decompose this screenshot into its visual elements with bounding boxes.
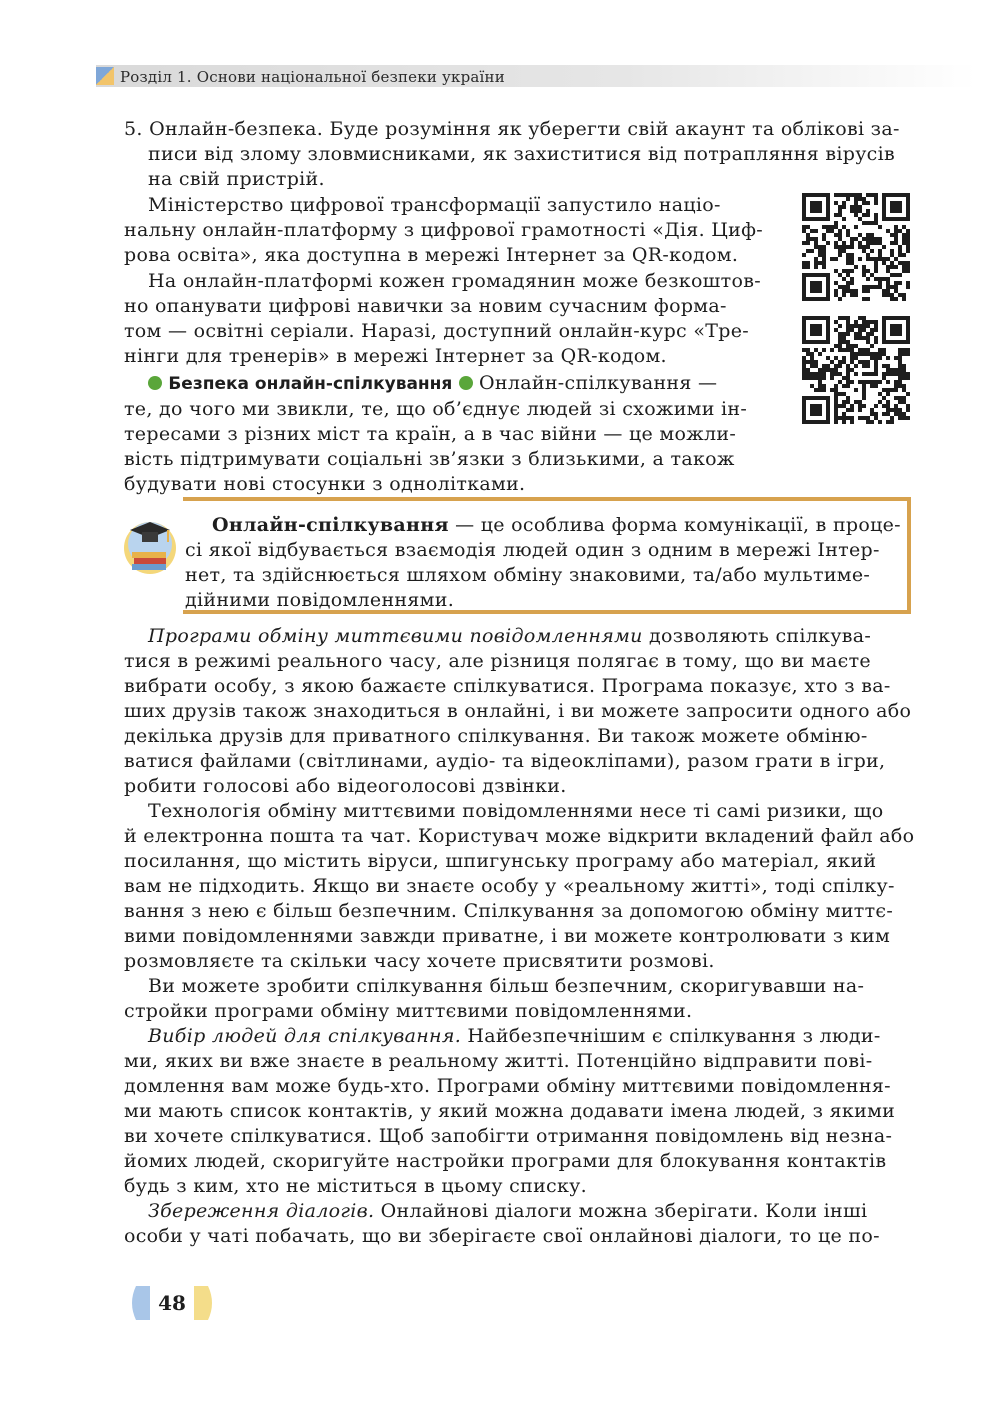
item5-line: 5. Онлайн-безпека. Буде розуміння як уберегти свій акаунт та облікові за-: [124, 118, 900, 140]
technology-line: Технологія обміну миттєвими повідомленнями несе ті самі ризики, що: [148, 800, 884, 822]
header-corner-mark: [96, 67, 114, 85]
choice-line: йомих людей, скоригуйте настройки програми для блокування контактів: [124, 1150, 887, 1172]
platform-line: нінги для тренерів» в мережі Інтернет за QR-кодом.: [124, 345, 667, 367]
definition-term: Онлайн-спілкування: [212, 514, 449, 536]
choice-line: ми мають список контактів, у який можна додавати імена людей, з якими: [124, 1100, 896, 1122]
ministry-line: нальну онлайн-платформу з цифрової грамотності «Дія. Циф-: [124, 219, 763, 241]
technology-line: вання з нею є більш безпечним. Спілкування за допомогою обміну миттє-: [124, 900, 894, 922]
programs-first-line-rest: дозволяють спілкува-: [642, 625, 872, 647]
section-first-line-rest: Онлайн-спілкування —: [479, 372, 718, 394]
programs-line: декілька друзів для приватного спілкування. Ви також можете обміню-: [124, 725, 868, 747]
definition-line: нет, та здійснюється шляхом обміну знаковими, та/або мультиме-: [185, 564, 871, 586]
choice-first-line-rest: Найбезпечнішим є спілкування з люди-: [461, 1025, 881, 1047]
saving-line: [148, 1198, 867, 1224]
item5-line: писи від злому зловмисниками, як захиститися від потрапляння вірусів: [148, 143, 896, 165]
technology-line: посилання, що містить віруси, шпигунську програму або матеріал, який: [124, 850, 877, 872]
definition-first-line-rest: — це особлива форма комунікації, в проце-: [448, 514, 901, 536]
item5-line: на свій пристрій.: [148, 168, 325, 190]
technology-line: вими повідомленнями завжди приватне, і ви можете контролювати з ким: [124, 925, 891, 947]
running-header: [96, 65, 976, 87]
programs-line: [148, 623, 871, 649]
section-heading-line: [148, 370, 717, 397]
page-number: 48: [158, 1291, 186, 1315]
safer-line: стройки програми обміну миттєвими повідомленнями.: [124, 1000, 693, 1022]
programs-line: вибрати особу, з якою бажаєте спілкуватися. Програма показує, хто з ва-: [124, 675, 891, 697]
technology-line: вам не підходить. Якщо ви знаєте особу у «реальному житті», тоді спілку-: [124, 875, 895, 897]
programs-italic-term: Програми обміну миттєвими повідомленнями: [148, 625, 643, 647]
section-line: будувати нові стосунки з однолітками.: [124, 473, 526, 495]
section-heading: Безпека онлайн-спілкування: [168, 374, 453, 394]
qr-code-icon[interactable]: [802, 193, 910, 301]
page-number-badge: [128, 1284, 216, 1322]
choice-line: домлення вам може будь-хто. Програми обміну миттєвими повідомлення-: [124, 1075, 891, 1097]
graduation-cap-books-icon: [122, 508, 178, 580]
choice-italic-term: Вибір людей для спілкування.: [148, 1025, 462, 1047]
saving-italic-term: Збереження діалогів.: [148, 1200, 375, 1222]
programs-line: тися в режимі реального часу, але різниця полягає в тому, що ви маєте: [124, 650, 871, 672]
choice-line: [148, 1023, 881, 1049]
green-bullet-icon: [148, 376, 162, 390]
choice-line: ми, яких ви вже знаєте в реальному житті. Потенційно відправити пові-: [124, 1050, 873, 1072]
safer-line: Ви можете зробити спілкування більш безпечним, скоригувавши на-: [148, 975, 865, 997]
programs-line: ватися файлами (світлинами, аудіо- та відеокліпами), разом грати в ігри,: [124, 750, 886, 772]
technology-line: розмовляєте та скільки часу хочете присвятити розмові.: [124, 950, 715, 972]
green-bullet-icon: [459, 376, 473, 390]
choice-line: будь з ким, хто не міститься в цьому списку.: [124, 1175, 587, 1197]
programs-line: робити голосові або відеоголосові дзвінки.: [124, 775, 567, 797]
definition-line: дійними повідомленнями.: [185, 589, 455, 611]
programs-line: ших друзів також знаходиться в онлайні, і ви можете запросити одного або: [124, 700, 912, 722]
section-line: вість підтримувати соціальні зв’язки з близькими, а також: [124, 448, 735, 470]
definition-line: сі якої відбувається взаємодія людей один з одним в мережі Інтер-: [185, 539, 880, 561]
platform-line: На онлайн-платформі кожен громадянин може безкоштов-: [148, 270, 761, 292]
running-header-text: Розділ 1. Основи національної безпеки україни: [120, 68, 505, 86]
definition-line: [212, 512, 901, 538]
platform-line: том — освітні серіали. Наразі, доступний онлайн-курс «Тре-: [124, 320, 749, 342]
choice-line: ви хочете спілкуватися. Щоб запобігти отримання повідомлень від незна-: [124, 1125, 893, 1147]
ministry-line: Міністерство цифрової трансформації запустило націо-: [148, 194, 721, 216]
technology-line: й електронна пошта та чат. Користувач може відкрити вкладений файл або: [124, 825, 915, 847]
ministry-line: рова освіта», яка доступна в мережі Інтернет за QR-кодом.: [124, 244, 739, 266]
saving-line: особи у чаті побачать, що ви зберігаєте свої онлайнові діалоги, то це по-: [124, 1225, 880, 1247]
section-line: те, до чого ми звикли, те, що об’єднує людей зі схожими ін-: [124, 398, 748, 420]
qr-code-icon[interactable]: [802, 316, 910, 424]
saving-first-line-rest: Онлайнові діалоги можна зберігати. Коли інші: [374, 1200, 868, 1222]
platform-line: но опанувати цифрові навички за новим сучасним форма-: [124, 295, 727, 317]
section-line: тересами з різних міст та країн, а в час війни — це можли-: [124, 423, 737, 445]
